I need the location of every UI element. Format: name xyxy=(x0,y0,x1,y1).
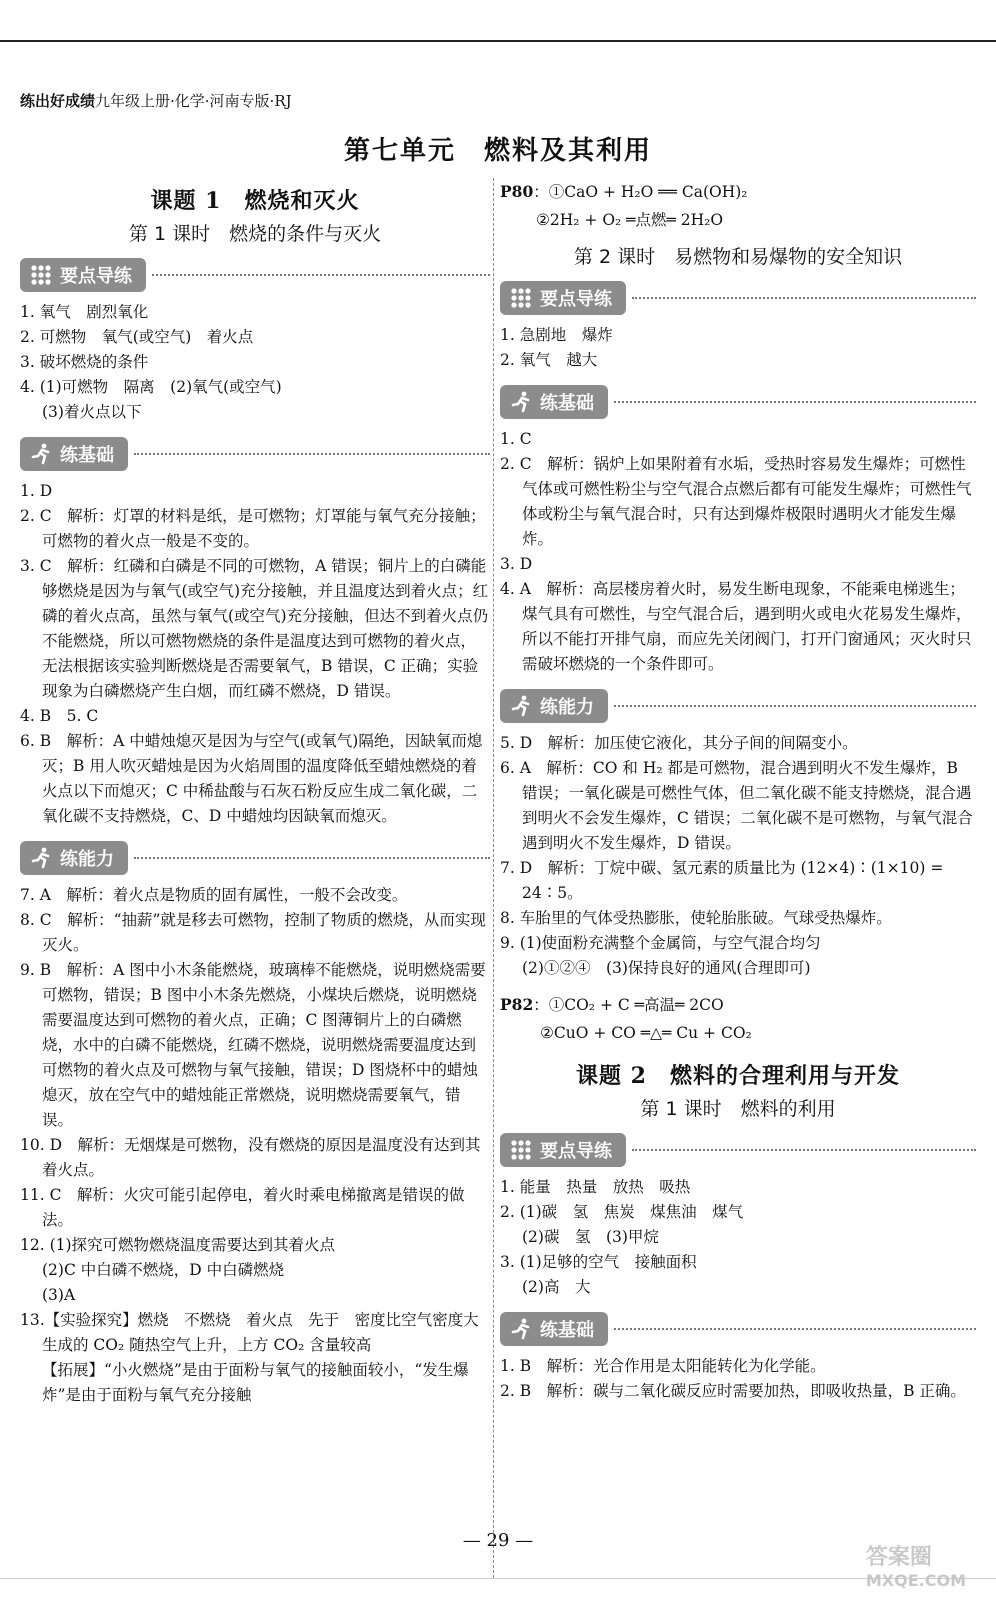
section-label: 练能力 xyxy=(60,849,114,870)
answer-item: 4. A 解析：高层楼房着火时，易发生断电现象，不能乘电梯逃生；煤气具有可燃性，与空气混合后，遇到明火或电火花易发生爆炸，所以不能打开排气扇，而应先关闭阀门，打开门窗通风；灭火时只需破坏燃烧的一个条件即可。 xyxy=(500,580,972,673)
page-ref: P80 xyxy=(500,182,534,201)
runner-icon xyxy=(28,441,54,467)
unit-title: 第七单元 燃料及其利用 xyxy=(343,136,652,166)
answer-item: 7. D 解析：丁烷中碳、氢元素的质量比为 (12×4)∶(1×10) = 24∶5。 xyxy=(500,859,944,902)
section-label: 练基础 xyxy=(540,1320,594,1341)
answer-item: 3. (1)足够的空气 接触面积 xyxy=(500,1253,697,1271)
section-header xyxy=(500,1312,976,1346)
answer-subitem: (3)着火点以下 xyxy=(42,403,142,421)
runner-icon xyxy=(28,845,54,871)
answer-subitem: (2)高 大 xyxy=(522,1278,591,1296)
answer-item: 5. D 解析：加压使它液化，其分子间的间隔变小。 xyxy=(500,734,858,752)
grid-icon xyxy=(28,262,54,288)
section-header xyxy=(500,385,976,419)
equation: ②CuO + CO ═△═ Cu + CO₂ xyxy=(540,1024,752,1042)
section-label: 练基础 xyxy=(540,393,594,414)
answer-item: 11. C 解析：火灾可能引起停电，着火时乘电梯撤离是错误的做法。 xyxy=(20,1186,465,1229)
answer-item: 2. C 解析：灯罩的材料是纸，是可燃物；灯罩能与氧气充分接触；可燃物的着火点一般是不变的。 xyxy=(20,507,486,550)
answer-item: 9. B 解析：A 图中小木条能燃烧，玻璃棒不能燃烧，说明燃烧需要可燃物，错误；B 图中小木条先燃烧，小煤块后燃烧，说明燃烧需要温度达到可燃物的着火点，正确；C 图薄铜片上的白磷燃烧，水中的白磷不能燃烧，红磷不燃烧，说明燃烧需要温度达到可燃物的着火点及可燃物与氧气接触，错误；D 图烧杯中的蜡烛熄灭，放在空气中的蜡烛能正常燃烧，说明燃烧需要氧气，错误。 xyxy=(20,961,486,1129)
answer-subitem: (2)①②④ (3)保持良好的通风(合理即可) xyxy=(522,959,811,977)
page-number: — 29 — xyxy=(462,1530,534,1551)
answer-item: 1. D xyxy=(20,482,53,500)
section-label: 要点导练 xyxy=(60,266,132,287)
answer-item: 8. C 解析：“抽薪”就是移去可燃物，控制了物质的燃烧，从而实现灭火。 xyxy=(20,911,486,954)
period-title: 第 2 课时 易燃物和易爆物的安全知识 xyxy=(573,246,903,268)
answer-item: 1. C xyxy=(500,430,532,448)
answer-item: 10. D 解析：无烟煤是可燃物，没有燃烧的原因是温度没有达到其着火点。 xyxy=(20,1136,481,1179)
answer-item: 12. (1)探究可燃物燃烧温度需要达到其着火点 xyxy=(20,1236,336,1254)
lesson-title: 课题 2 燃料的合理利用与开发 xyxy=(576,1063,900,1089)
answer-item: 6. A 解析：CO 和 H₂ 都是可燃物，混合遇到明火不发生爆炸，B 错误；一氧化碳是可燃性气体，但二氧化碳不能支持燃烧，混合遇到明火不会发生爆炸，C 错误；二氧化碳不是可燃物，与氧气混合遇到明火不发生爆炸，D 错误。 xyxy=(500,759,973,852)
answer-item: 2. 氧气 越大 xyxy=(500,351,598,369)
bottom-rule xyxy=(0,1578,996,1579)
section-header xyxy=(20,258,490,292)
page-ref: P82 xyxy=(500,995,534,1014)
running-header xyxy=(20,90,292,111)
top-rule xyxy=(0,40,996,42)
equation: P80：①CaO + H₂O ══ Ca(OH)₂ xyxy=(500,182,748,201)
column-divider xyxy=(493,178,494,1578)
answer-item: 6. B 解析：A 中蜡烛熄灭是因为与空气(或氧气)隔绝，因缺氧而熄灭；B 用人吹灭蜡烛是因为火焰周围的温度降低至蜡烛燃烧的着火点以下而熄灭；C 中稀盐酸与石灰石粉反应生成二氧化碳，二氧化碳不支持燃烧，C、D 中蜡烛均因缺氧而熄灭。 xyxy=(20,732,483,825)
answer-item: 8. 车胎里的气体受热膨胀，使轮胎胀破。气球受热爆炸。 xyxy=(500,909,892,927)
answer-subitem: 【拓展】“小火燃烧”是由于面粉与氧气的接触面较小，“发生爆炸”是由于面粉与氧气充分接触 xyxy=(42,1361,469,1404)
answer-item: 3. D xyxy=(500,555,533,573)
grid-icon xyxy=(508,1137,534,1163)
runner-icon xyxy=(508,1316,534,1342)
answer-item: 1. 能量 热量 放热 吸热 xyxy=(500,1178,691,1196)
answer-item: 4. (1)可燃物 隔离 (2)氧气(或空气) xyxy=(20,378,282,396)
section-header xyxy=(20,437,490,471)
answer-item: 1. 急剧地 爆炸 xyxy=(500,326,613,344)
answer-item: 7. A 解析：着火点是物质的固有属性，一般不会改变。 xyxy=(20,886,408,904)
left-column xyxy=(20,178,495,1408)
section-label: 练能力 xyxy=(540,697,594,718)
answer-item: 2. (1)碳 氢 焦炭 煤焦油 煤气 xyxy=(500,1203,744,1221)
section-label: 要点导练 xyxy=(540,289,612,310)
lesson-title: 课题 1 燃烧和灭火 xyxy=(150,188,360,214)
section-header xyxy=(500,1133,976,1167)
grid-icon xyxy=(508,285,534,311)
answer-item: 2. B 解析：碳与二氧化碳反应时需要加热，即吸收热量，B 正确。 xyxy=(500,1382,966,1400)
section-header xyxy=(500,689,976,723)
equation: ②2H₂ + O₂ ═点燃═ 2H₂O xyxy=(536,211,724,229)
period-title: 第 1 课时 燃料的利用 xyxy=(640,1098,836,1120)
answer-subitem: (2)碳 氢 (3)甲烷 xyxy=(522,1228,659,1246)
answer-item: 2. 可燃物 氧气(或空气) 着火点 xyxy=(20,328,254,346)
answer-item: 2. C 解析：锅炉上如果附着有水垢，受热时容易发生爆炸；可燃性气体或可燃性粉尘与空气混合点燃后都有可能发生爆炸；可燃性气体或粉尘与氧气混合时，只有达到爆炸极限时遇明火才能发生爆炸。 xyxy=(500,455,972,548)
answer-item: 1. 氧气 剧烈氧化 xyxy=(20,303,149,321)
series-name: 练出好成绩 xyxy=(20,92,96,110)
answer-item: 1. B 解析：光合作用是太阳能转化为化学能。 xyxy=(500,1357,826,1375)
answer-item: 9. (1)使面粉充满整个金属筒，与空气混合均匀 xyxy=(500,934,821,952)
section-label: 练基础 xyxy=(60,445,114,466)
answer-item: 3. C 解析：红磷和白磷是不同的可燃物，A 错误；铜片上的白磷能够燃烧是因为与氧气(或空气)充分接触，并且温度达到着火点；红磷的着火点高，虽然与氧气(或空气)充分接触，但达不到着火点仍不能燃烧，所以可燃物燃烧的条件是温度达到可燃物的着火点，无法根据该实验判断燃烧是否需要氧气，B 错误，C 正确；实验现象为白磷燃烧产生白烟，而红磷不燃烧，D 错误。 xyxy=(20,557,489,700)
answer-subitem: (2)C 中白磷不燃烧，D 中白磷燃烧 xyxy=(42,1261,285,1279)
book-info: 九年级上册·化学·河南专版·RJ xyxy=(95,92,292,110)
runner-icon xyxy=(508,693,534,719)
section-header xyxy=(500,281,976,315)
answer-item: 13.【实验探究】燃烧 不燃烧 着火点 先于 密度比空气密度大 生成的 CO₂ 随热空气上升，上方 CO₂ 含量较高 xyxy=(20,1311,495,1354)
answer-item: 4. B 5. C xyxy=(20,707,99,725)
equation: P82：①CO₂ + C ═高温═ 2CO xyxy=(500,995,724,1014)
answer-item: 3. 破坏燃烧的条件 xyxy=(20,353,149,371)
watermark-logo: 答案圈 MXQE.COM xyxy=(865,1545,966,1590)
answer-subitem: (3)A xyxy=(42,1286,76,1304)
section-label: 要点导练 xyxy=(540,1141,612,1162)
right-column xyxy=(500,178,976,1404)
period-title: 第 1 课时 燃烧的条件与灭火 xyxy=(128,223,382,245)
runner-icon xyxy=(508,389,534,415)
section-header xyxy=(20,841,490,875)
